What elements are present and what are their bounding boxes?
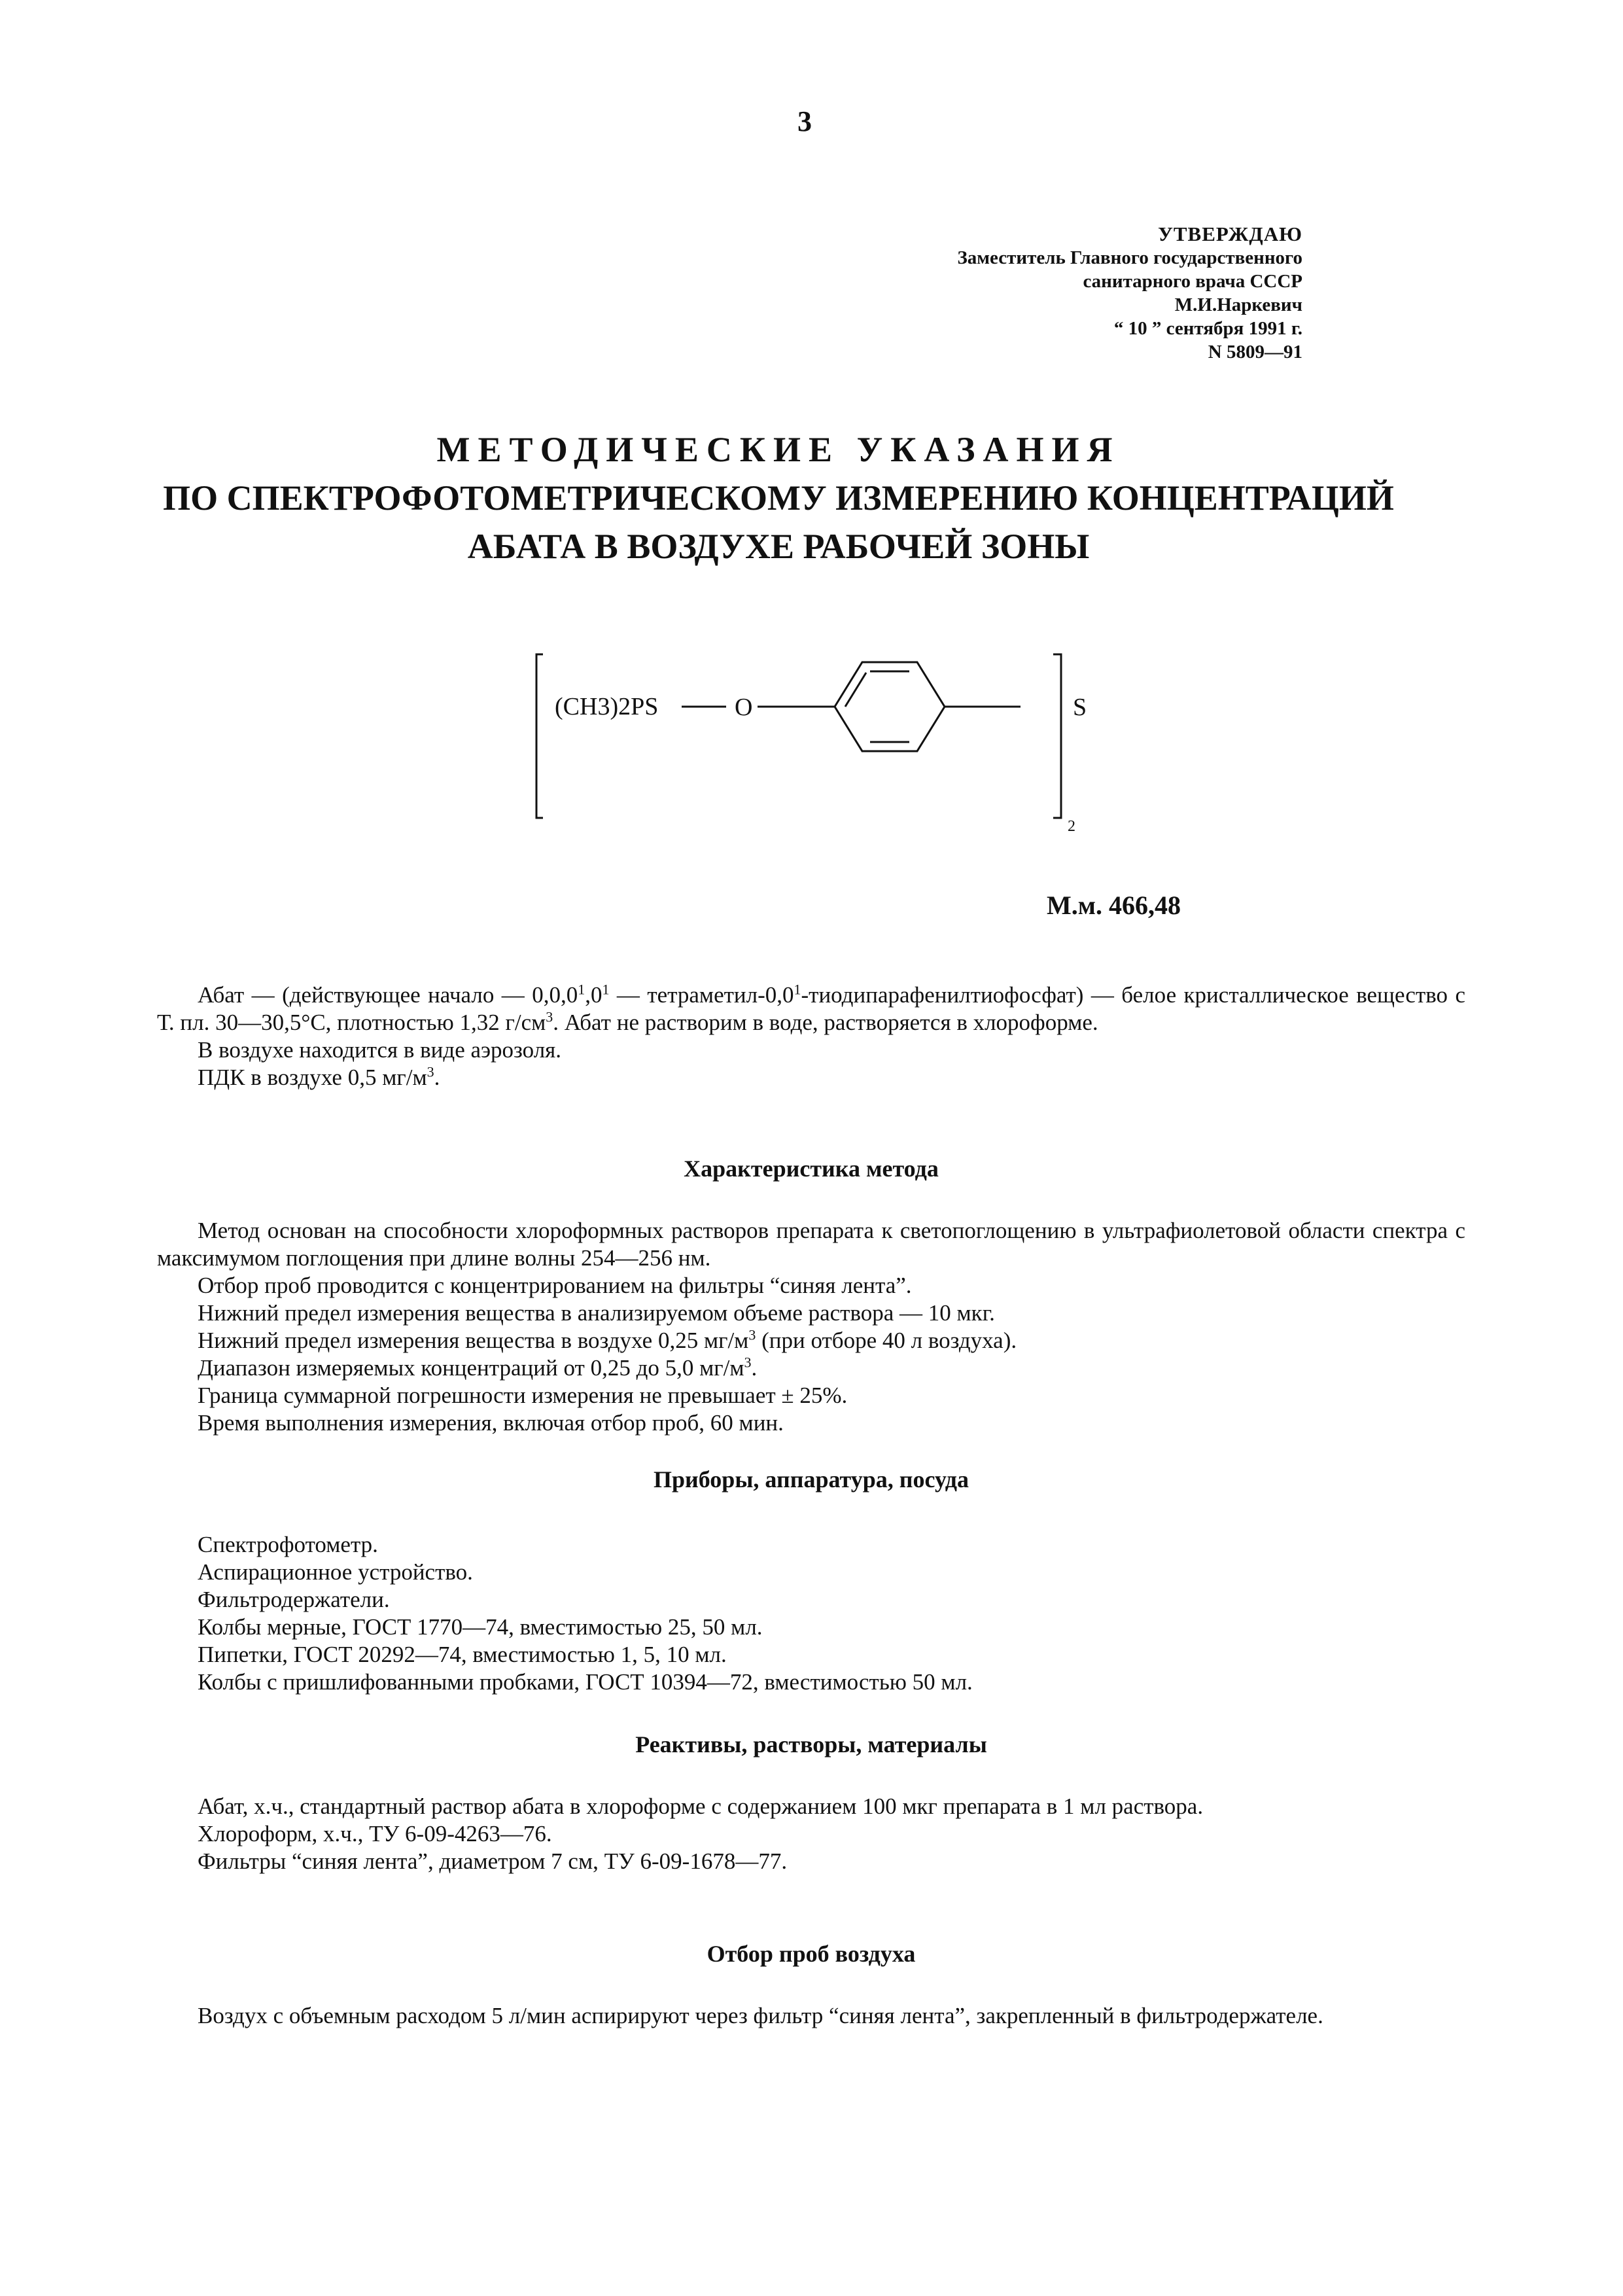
method-paragraph-2: Отбор проб проводится с концентрированием на фильтры “синяя лента”. — [198, 1273, 912, 1298]
approval-stamp — [957, 222, 1302, 364]
intro-section — [157, 981, 1465, 1091]
intro-paragraph-2: В воздухе находится в виде аэрозоля. — [198, 1037, 562, 1063]
approval-line-5: N 5809—91 — [1208, 342, 1302, 362]
title-line-1: МЕТОДИЧЕСКИЕ УКАЗАНИЯ — [436, 430, 1121, 469]
heading-equipment: Приборы, аппаратура, посуда — [654, 1466, 969, 1492]
method-paragraph-6: Граница суммарной погрешности измерения не превышает ± 25%. — [198, 1383, 848, 1408]
equipment-item: Аспирационное устройство. — [198, 1559, 473, 1585]
method-section — [157, 1217, 1465, 1437]
approval-line-1: Заместитель Главного государственного — [957, 247, 1302, 268]
equipment-item: Фильтродержатели. — [198, 1587, 390, 1612]
method-paragraph-3: Нижний предел измерения вещества в анализируемом объеме раствора — 10 мкг. — [198, 1300, 995, 1326]
equipment-item: Колбы с пришлифованными пробками, ГОСТ 10394—72, вместимостью 50 мл. — [198, 1669, 973, 1695]
method-paragraph-7: Время выполнения измерения, включая отбор проб, 60 мин. — [198, 1410, 784, 1436]
document-title — [131, 425, 1426, 571]
reagents-section — [157, 1793, 1465, 1875]
formula-left-group: (CH3)2PS — [555, 693, 659, 720]
title-line-3: АБАТА В ВОЗДУХЕ РАБОЧЕЙ ЗОНЫ — [467, 527, 1090, 566]
heading-sampling: Отбор проб воздуха — [707, 1941, 916, 1967]
sampling-paragraph-1: Воздух с объемным расходом 5 л/мин аспирируют через фильтр “синяя лента”, закрепленный в фильтродержателе. — [198, 2003, 1323, 2028]
benzene-ring — [835, 662, 945, 751]
approval-line-2: санитарного врача СССР — [1083, 271, 1302, 292]
title-line-2: ПО СПЕКТРОФОТОМЕТРИЧЕСКОМУ ИЗМЕРЕНИЮ КОНЦЕНТРАЦИЙ — [163, 478, 1394, 518]
molecular-mass: М.м. 466,48 — [1047, 891, 1181, 920]
intro-paragraph-3: ПДК в воздухе 0,5 $мг/м^3$. — [198, 1063, 440, 1090]
reagents-paragraph-3: Фильтры “синяя лента”, диаметром 7 см, ТУ 6-09-1678—77. — [198, 1848, 788, 1874]
page-number: 3 — [797, 105, 812, 137]
reagents-paragraph-1: Абат, х.ч., стандартный раствор абата в хлороформе с содержанием 100 мкг препарата в 1 мл раствора. — [198, 1793, 1204, 1819]
approval-line-3: М.И.Наркевич — [1174, 294, 1302, 315]
equipment-item: Спектрофотометр. — [198, 1532, 378, 1557]
approval-line-4: “ 10 ” сентября 1991 г. — [1113, 318, 1302, 339]
ring-double-bond-3 — [845, 673, 866, 707]
method-paragraph-5: Диапазон измеряемых концентраций от 0,25 до 5,0 $мг/м^3$. — [198, 1354, 758, 1381]
left-bracket — [536, 654, 543, 818]
heading-reagents: Реактивы, растворы, материалы — [635, 1731, 987, 1757]
structural-formula-diagram — [510, 641, 1138, 838]
formula-oxygen: O — [735, 694, 753, 721]
equipment-list — [157, 1531, 1506, 1696]
formula-sulfur: S — [1073, 694, 1087, 721]
right-bracket — [1053, 654, 1061, 818]
method-paragraph-4: Нижний предел измерения вещества в воздухе 0,25 $мг/м^3$ (при отборе 40 л воздуха). — [198, 1326, 1017, 1353]
equipment-item: Пипетки, ГОСТ 20292—74, вместимостью 1, 5, 10 мл. — [198, 1642, 727, 1667]
intro-paragraph-1: Абат — (действующее начало — $0,0,0^1,0^1$ — тетраметил-$0,0^1-тиодипарафенилтиофосфат$) — белое кристаллическое вещество с Т. пл. 30—30,5°С, плотностью 1,32 $г/см^3$. Абат не растворим в воде, растворяется в хлороформе. — [157, 981, 1465, 1035]
heading-method: Характеристика метода — [684, 1156, 939, 1182]
equipment-item: Колбы мерные, ГОСТ 1770—74, вместимостью 25, 50 мл. — [198, 1614, 763, 1640]
formula-subscript: 2 — [1068, 818, 1075, 835]
sampling-section — [157, 2002, 1465, 2030]
approval-header: УТВЕРЖДАЮ — [1158, 222, 1302, 245]
method-paragraph-1: Метод основан на способности хлороформных растворов препарата к светопоглощению в ультрафиолетовой области спектра с максимумом поглощения при длине волны 254—256 нм. — [157, 1218, 1465, 1271]
structural-formula — [510, 641, 1138, 838]
reagents-paragraph-2: Хлороформ, х.ч., ТУ 6-09-4263—76. — [198, 1821, 552, 1846]
